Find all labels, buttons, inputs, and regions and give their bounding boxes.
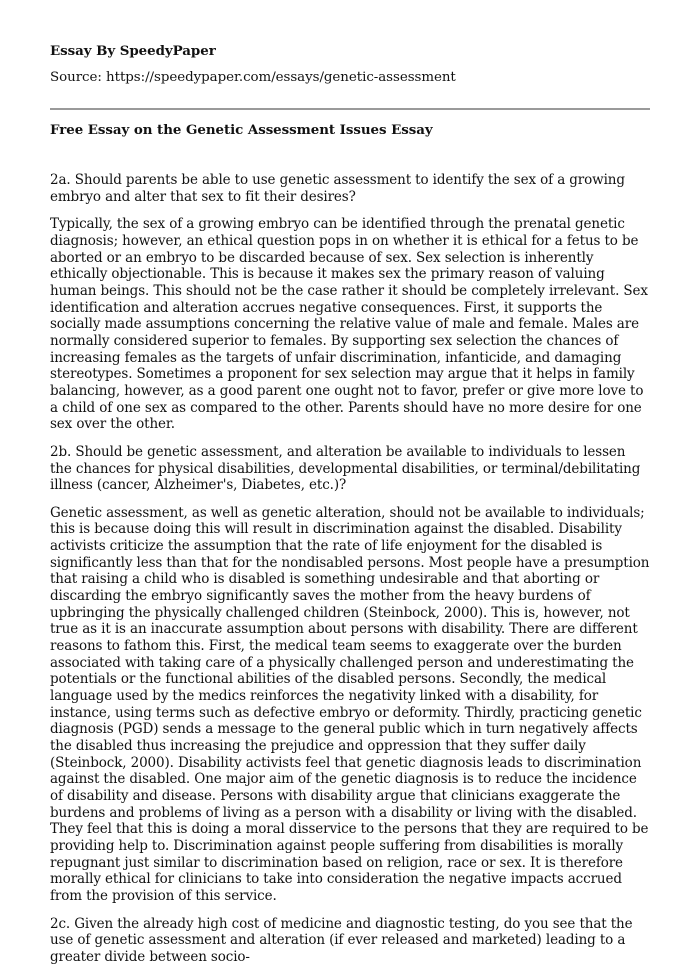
question-2a: 2a. Should parents be able to use genetic assessment to identify the sex of a growing embryo and alter that sex to fit their desires? (50, 172, 625, 205)
essay-body (50, 172, 650, 977)
question-2c: 2c. Given the already high cost of medicine and diagnostic testing, do you see that the use of genetic assessment and alteration (if ever released and marketed) leading to a greater divide between socio- (50, 915, 633, 965)
source-line: Source: https://speedypaper.com/essays/genetic-assessment (50, 70, 456, 85)
header-divider (50, 108, 650, 110)
brand-title: Essay By SpeedyPaper (50, 43, 216, 59)
answer-2a: Typically, the sex of a growing embryo can be identified through the prenatal genetic diagnosis; however, an ethical question pops in on whether it is ethical for a fetus to be aborted or an embryo to be discarded because of sex. Sex selection is inherently ethically objectionable. This is because it makes sex the primary reason of valuing human beings. This should not be the case rather it should be completely irrelevant. Sex identification and alteration accrues negative consequences. First, it supports the socially made assumptions concerning the relative value of male and female. Males are normally considered superior to females. By supporting sex selection the chances of increasing females as the targets of unfair discrimination, infanticide, and damaging stereotypes. Sometimes a proponent for sex selection may argue that it helps in family balancing, however, as a good parent one ought not to favor, prefer or give more love to a child of one sex as compared to the other. Parents should have no more desire for one sex over the other. (50, 216, 648, 433)
question-2b: 2b. Should be genetic assessment, and alteration be available to individuals to lessen the chances for physical disabilities, developmental disabilities, or terminal/debilitating illness (cancer, Alzheimer's, Diabetes, etc.)? (50, 443, 641, 494)
answer-2b: Genetic assessment, as well as genetic alteration, should not be available to individuals; this is because doing this will result in discrimination against the disabled. Disability activists criticize the assumption that the rate of life enjoyment for the disabled is significantly less than that for the nondisabled persons. Most people have a presumption that raising a child who is disabled is something undesirable and that aborting or discarding the embryo significantly saves the mother from the heavy burdens of upbringing the physically challenged children (Steinbock, 2000). This is, however, not true as it is an inaccurate assumption about persons with disability. There are different reasons to fathom this. First, the medical team seems to exaggerate over the burden associated with taking care of a physically challenged person and underestimating the potentials or the functional abilities of the disabled persons. Secondly, the medical language used by the medics reinforces the negativity linked with a disability, for instance, using terms such as defective embryo or deformity. Thirdly, practicing genetic diagnosis (PGD) sends a message to the general public which in turn negatively affects the disabled thus increasing the prejudice and oppression that they suffer daily (Steinbock, 2000). Disability activists feel that genetic diagnosis leads to discrimination against the disabled. One major aim of the genetic diagnosis is to reduce the incidence of disability and disease. Persons with disability argue that clinicians exaggerate the burdens and problems of living as a person with a disability or living with the disabled. They feel that this is doing a moral disservice to the persons that they are required to be providing help to. Discrimination against people suffering from disabilities is morally repugnant just similar to discrimination based on religion, race or sex. It is therefore morally ethical for clinicians to take into consideration the negative impacts accrued from the provision of this service. (50, 504, 650, 904)
essay-title: Free Essay on the Genetic Assessment Issues Essay (50, 122, 433, 138)
